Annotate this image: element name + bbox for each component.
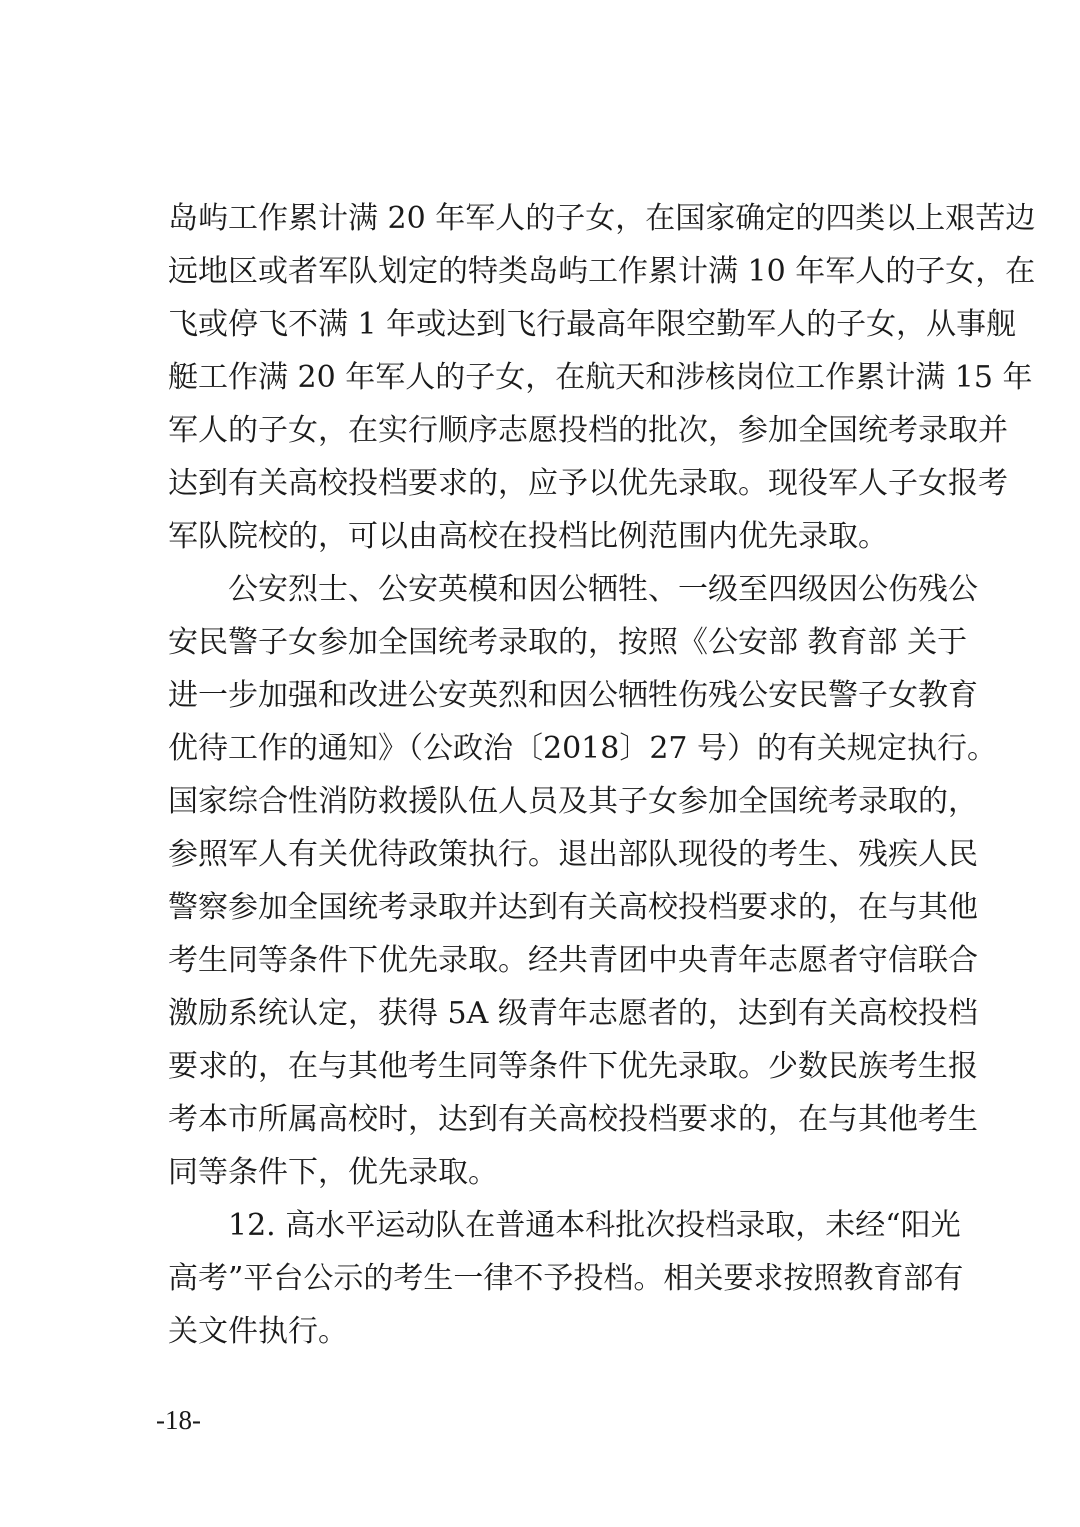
text-line: 考本市所属高校时，达到有关高校投档要求的，在与其他考生 [168, 1102, 978, 1137]
document-body [168, 192, 1036, 1358]
text-line: 关文件执行。 [168, 1314, 348, 1349]
text-line: 远地区或者军队划定的特类岛屿工作累计满 10 年军人的子女，在 [168, 254, 1036, 289]
text-line: 公安烈士、公安英模和因公牺牲、一级至四级因公伤残公 [228, 572, 978, 607]
text-line: 12. 高水平运动队在普通本科批次投档录取，未经“阳光 [228, 1208, 961, 1243]
text-line: 国家综合性消防救援队伍人员及其子女参加全国统考录取的， [168, 784, 978, 819]
text-line: 激励系统认定，获得 5A 级青年志愿者的，达到有关高校投档 [168, 996, 978, 1031]
text-line: 优待工作的通知》（公政治〔2018〕27 号）的有关规定执行。 [168, 731, 998, 766]
paragraph-item-12 [168, 1199, 964, 1358]
text-line: 参照军人有关优待政策执行。退出部队现役的考生、残疾人民 [168, 837, 978, 872]
text-line: 安民警子女参加全国统考录取的，按照《公安部 教育部 关于 [168, 625, 968, 660]
text-line: 高考”平台公示的考生一律不予投档。相关要求按照教育部有 [168, 1261, 964, 1296]
text-line: 要求的，在与其他考生同等条件下优先录取。少数民族考生报 [168, 1049, 978, 1084]
text-line: 警察参加全国统考录取并达到有关高校投档要求的，在与其他 [168, 890, 978, 925]
page-number: -18- [156, 1405, 201, 1435]
text-line: 军人的子女，在实行顺序志愿投档的批次，参加全国统考录取并 [168, 413, 1008, 448]
text-line: 同等条件下，优先录取。 [168, 1155, 498, 1190]
text-line: 达到有关高校投档要求的，应予以优先录取。现役军人子女报考 [168, 466, 1008, 501]
text-line: 飞或停飞不满 1 年或达到飞行最高年限空勤军人的子女，从事舰 [168, 307, 1017, 342]
text-line: 进一步加强和改进公安英烈和因公牺牲伤残公安民警子女教育 [168, 678, 978, 713]
text-line: 艇工作满 20 年军人的子女，在航天和涉核岗位工作累计满 15 年 [168, 360, 1033, 395]
text-line: 考生同等条件下优先录取。经共青团中央青年志愿者守信联合 [168, 943, 978, 978]
paragraph-military-children [168, 192, 1036, 563]
paragraph-police-children [168, 563, 998, 1199]
text-line: 岛屿工作累计满 20 年军人的子女，在国家确定的四类以上艰苦边 [168, 201, 1036, 236]
text-line: 军队院校的，可以由高校在投档比例范围内优先录取。 [168, 519, 888, 554]
